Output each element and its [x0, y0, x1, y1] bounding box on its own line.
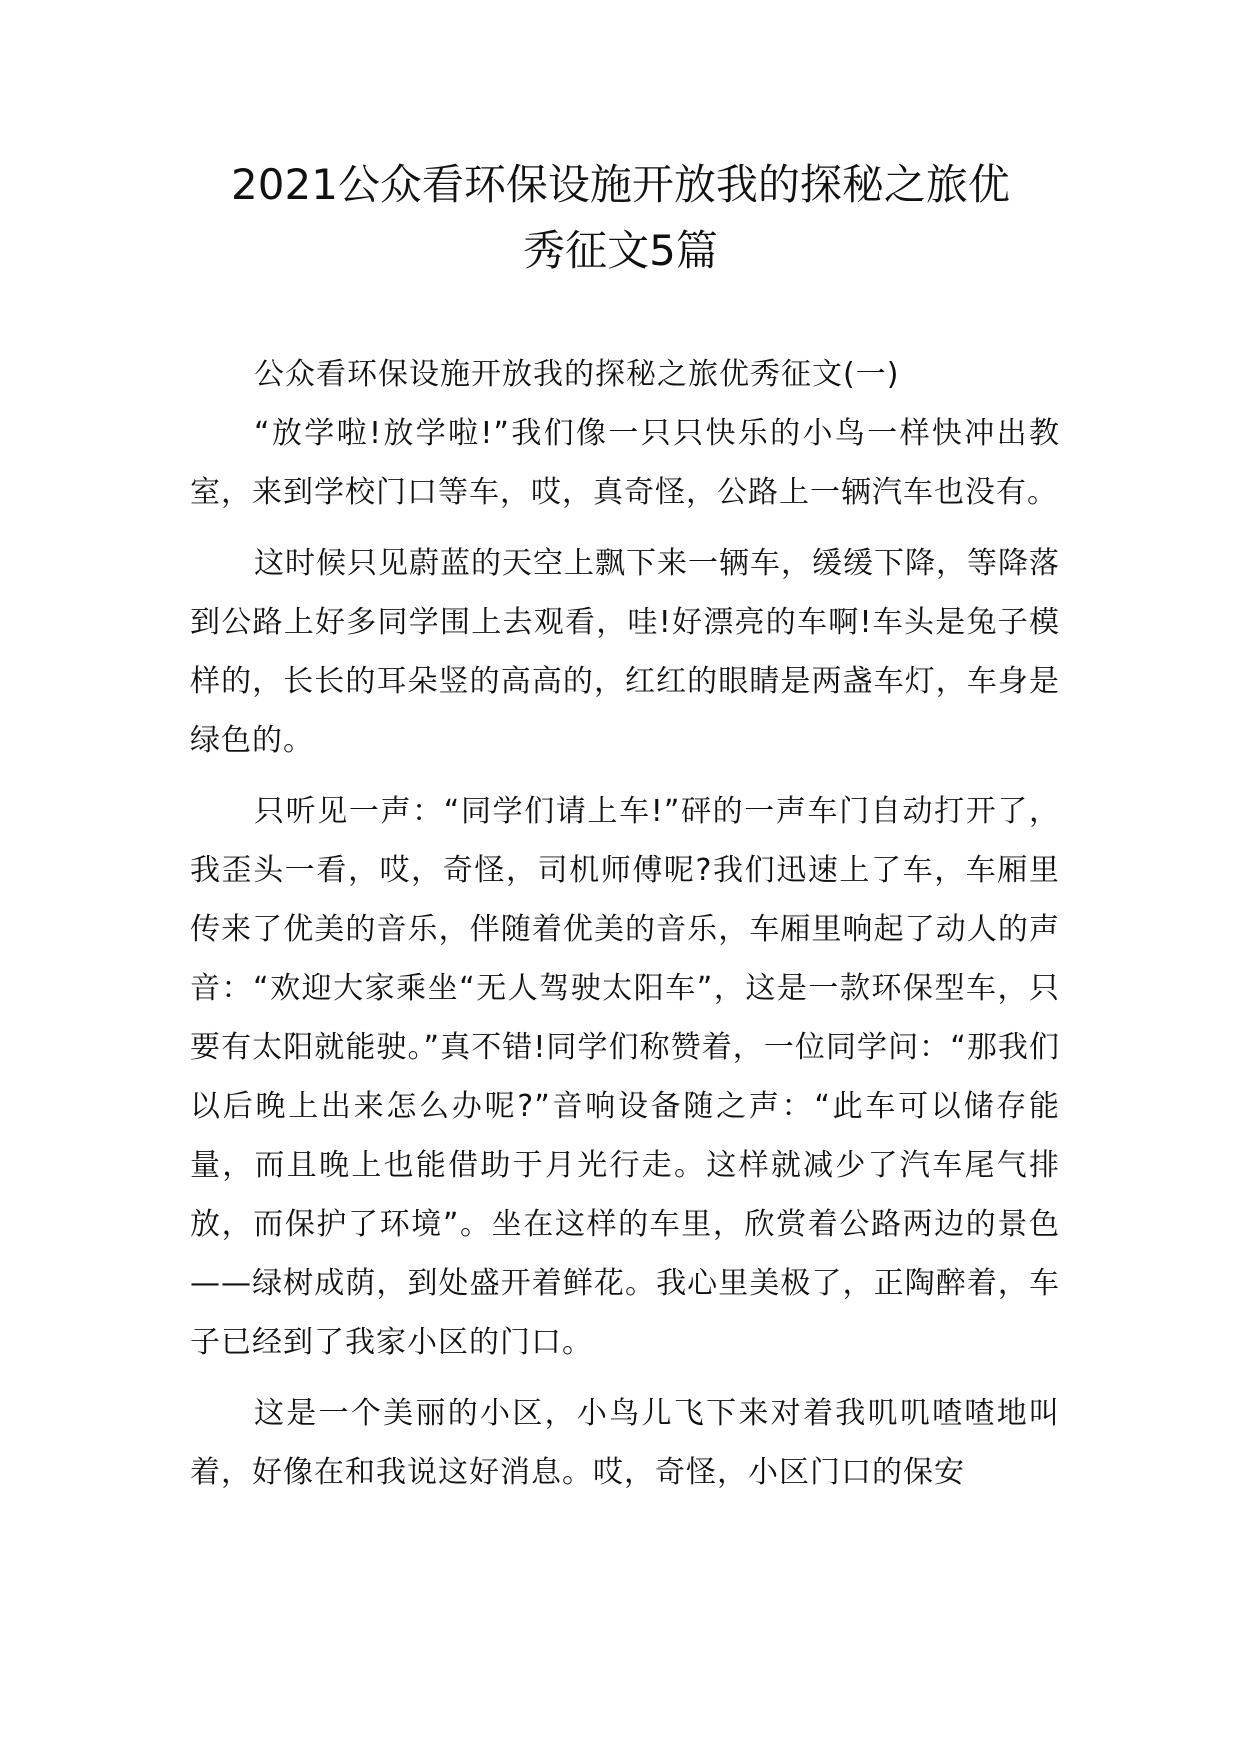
document-body — [190, 345, 1060, 1514]
document-title-line-1: 2021公众看环保设施开放我的探秘之旅优 — [231, 160, 1010, 209]
paragraph-4: 这是一个美丽的小区，小鸟儿飞下来对着我叽叽喳喳地叫着，好像在和我说这好消息。哎，奇怪，小区门口的保安 — [190, 1396, 1060, 1490]
paragraph-1: “放学啦!放学啦!”我们像一只只快乐的小鸟一样快冲出教室，来到学校门口等车，哎，真奇怪，公路上一辆汽车也没有。 — [190, 416, 1060, 510]
document-title-line-2: 秀征文5篇 — [523, 226, 718, 275]
paragraph-2: 这时候只见蔚蓝的天空上飘下来一辆车，缓缓下降，等降落到公路上好多同学围上去观看，哇!好漂亮的车啊!车头是兔子模样的，长长的耳朵竖的高高的，红红的眼睛是两盏车灯，车身是绿色的。 — [190, 546, 1060, 758]
paragraph-3: 只听见一声：“同学们请上车!”砰的一声车门自动打开了，我歪头一看，哎，奇怪，司机师傅呢?我们迅速上了车，车厢里传来了优美的音乐，伴随着优美的音乐，车厢里响起了动人的声音：“欢迎大家乘坐“无人驾驶太阳车”，这是一款环保型车，只要有太阳就能驶。”真不错!同学们称赞着，一位同学问：“那我们以后晚上出来怎么办呢?”音响设备随之声：“此车可以储存能量，而且晚上也能借助于月光行走。这样就减少了汽车尾气排放，而保护了环境”。坐在这样的车里，欣赏着公路两边的景色——绿树成荫，到处盛开着鲜花。我心里美极了，正陶醉着，车子已经到了我家小区的门口。 — [190, 794, 1060, 1360]
section-heading: 公众看环保设施开放我的探秘之旅优秀征文(一) — [254, 357, 900, 392]
